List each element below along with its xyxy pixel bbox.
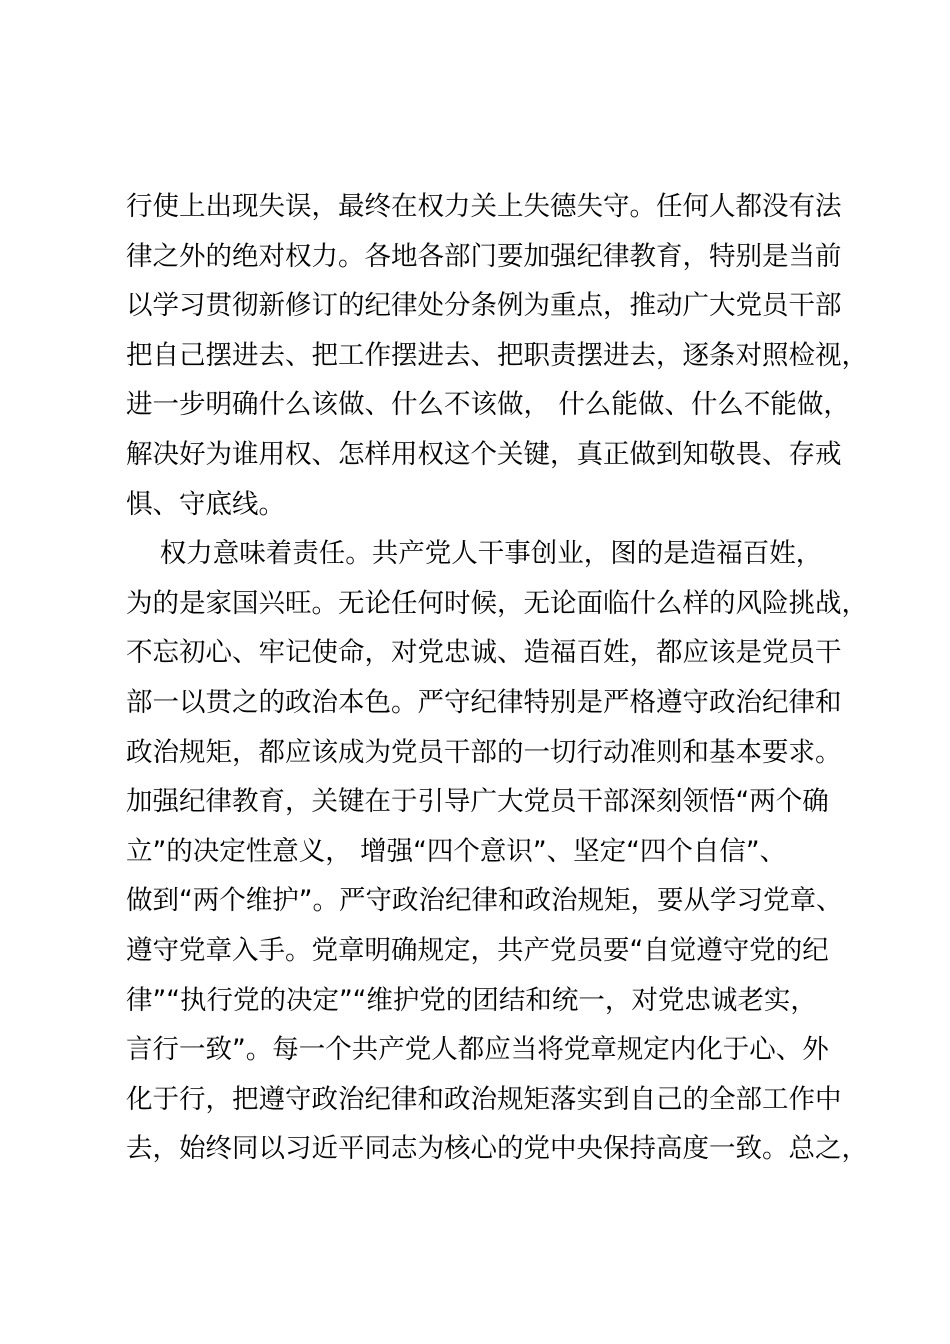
text-line: 为的是家国兴旺。无论任何时候，无论面临什么样的风险挑战， — [126, 587, 868, 619]
text-line: 加强纪律教育，关键在于引导广大党员干部深刻领悟“两个确 — [126, 786, 829, 818]
text-line: 权力意味着责任。共产党人干事创业，图的是造福百姓， — [126, 538, 823, 570]
text-line: 政治规矩，都应该成为党员干部的一切行动准则和基本要求。 — [126, 736, 842, 768]
text-line: 不忘初心、牢记使命，对党忠诚、造福百姓，都应该是党员干 — [126, 637, 842, 669]
text-line: 做到“两个维护”。严守政治纪律和政治规矩，要从学习党章、 — [126, 885, 843, 917]
text-line: 把自己摆进去、把工作摆进去、把职责摆进去，逐条对照检视， — [126, 339, 868, 371]
text-line: 言行一致”。每一个共产党人都应当将党章规定内化于心、外 — [126, 1034, 829, 1066]
text-line: 去，始终同以习近平同志为核心的党中央保持高度一致。总之， — [126, 1133, 868, 1165]
text-line: 惧、守底线。 — [126, 488, 285, 520]
text-line: 行使上出现失误，最终在权力关上失德失守。任何人都没有法 — [126, 191, 842, 222]
text-line: 化于行，把遵守政治纪律和政治规矩落实到自己的全部工作中 — [126, 1083, 842, 1115]
text-line: 立”的决定性意义， 增强“四个意识”、坚定“四个自信”、 — [126, 835, 787, 867]
text-line: 律”“执行党的决定”“维护党的团结和统一，对党忠诚老实， — [126, 984, 817, 1016]
body-text — [126, 182, 868, 1174]
text-line: 律之外的绝对权力。各地各部门要加强纪律教育，特别是当前 — [126, 240, 842, 272]
text-line: 部一以贯之的政治本色。严守纪律特别是严格遵守政治纪律和 — [126, 686, 842, 718]
text-line: 遵守党章入手。党章明确规定，共产党员要“自觉遵守党的纪 — [126, 934, 829, 966]
text-line: 以学习贯彻新修订的纪律处分条例为重点，推动广大党员干部 — [126, 290, 842, 322]
text-line: 进一步明确什么该做、什么不该做， 什么能做、什么不能做， — [126, 389, 850, 421]
text-line: 解决好为谁用权、怎样用权这个关键，真正做到知敬畏、存戒 — [126, 438, 842, 470]
